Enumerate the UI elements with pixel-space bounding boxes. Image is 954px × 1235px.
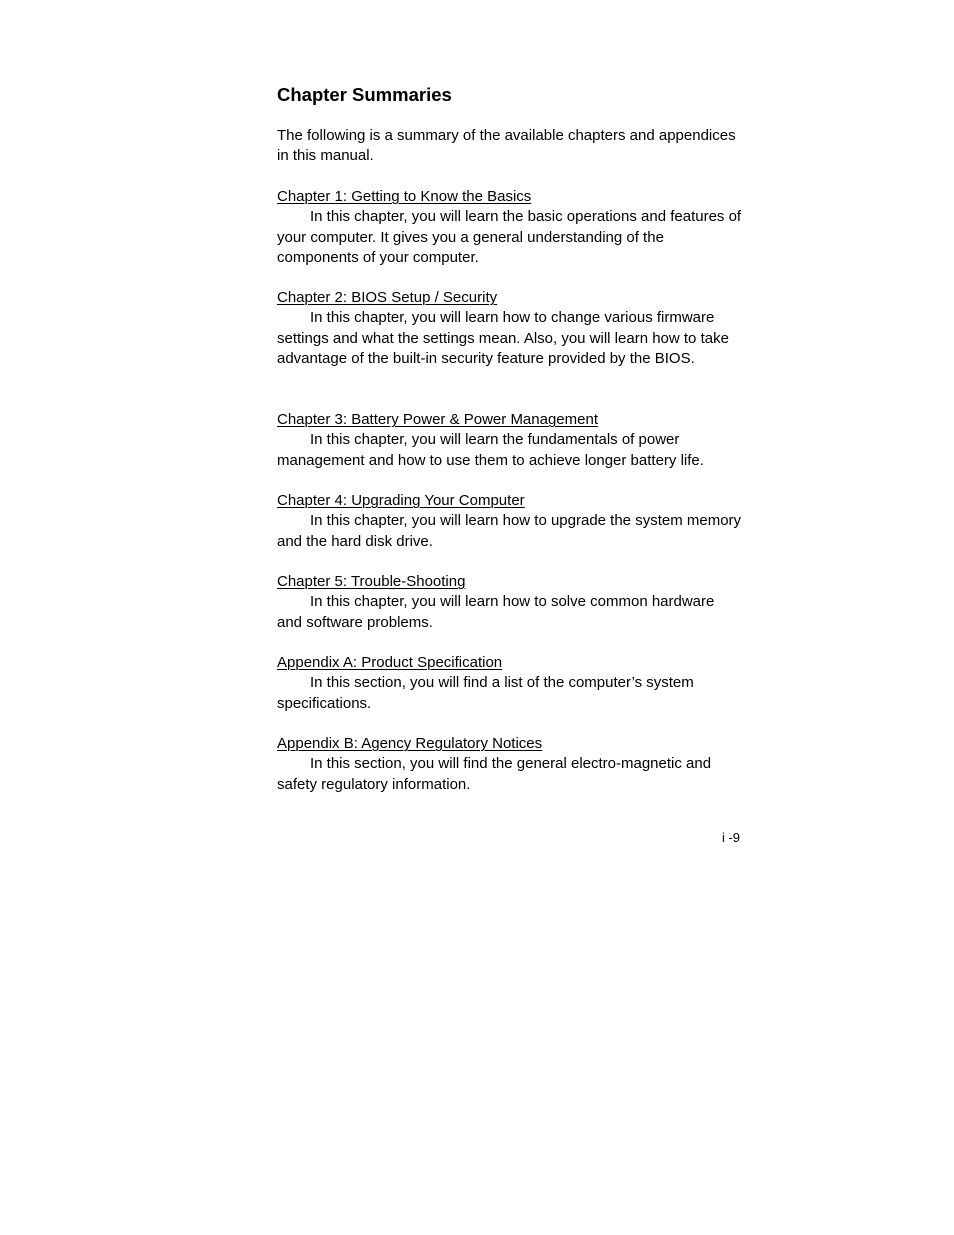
- section-heading: Appendix A: Product Specification: [277, 654, 503, 671]
- section-heading: Chapter 4: Upgrading Your Computer: [277, 492, 525, 509]
- section-body: In this section, you will find a list of the computer’s system specifications.: [277, 674, 694, 712]
- section-body: In this chapter, you will learn the fundamentals of power management and how to use them to achieve longer battery life.: [277, 431, 704, 469]
- section-chapter-5: [277, 572, 743, 633]
- section-heading: Chapter 1: Getting to Know the Basics: [277, 188, 532, 205]
- section-heading: Chapter 2: BIOS Setup / Security: [277, 289, 498, 306]
- section-heading: Appendix B: Agency Regulatory Notices: [277, 735, 543, 752]
- section-body: In this chapter, you will learn how to upgrade the system memory and the hard disk drive.: [277, 512, 742, 550]
- section-chapter-3: [277, 410, 743, 471]
- section-heading: Chapter 5: Trouble-Shooting: [277, 573, 466, 590]
- section-chapter-2: [277, 288, 743, 369]
- page-title: Chapter Summaries: [277, 84, 452, 105]
- section-body: In this section, you will find the general electro-magnetic and safety regulatory information.: [277, 755, 712, 793]
- section-chapter-4: [277, 491, 743, 552]
- section-body: In this chapter, you will learn how to change various firmware settings and what the settings mean. Also, you will learn how to take advantage of the built-in security feature provided by the BIOS.: [277, 309, 729, 367]
- section-appendix-b: [277, 734, 743, 795]
- section-appendix-a: [277, 653, 743, 714]
- section-body: In this chapter, you will learn how to solve common hardware and software problems.: [277, 593, 715, 631]
- section-heading: Chapter 3: Battery Power & Power Management: [277, 411, 598, 428]
- page-number: i -9: [721, 830, 740, 845]
- section-body: In this chapter, you will learn the basic operations and features of your computer. It gives you a general understanding of the components of your computer.: [277, 208, 742, 266]
- intro-paragraph: The following is a summary of the available chapters and appendices in this manual.: [277, 127, 736, 165]
- section-chapter-1: [277, 187, 743, 268]
